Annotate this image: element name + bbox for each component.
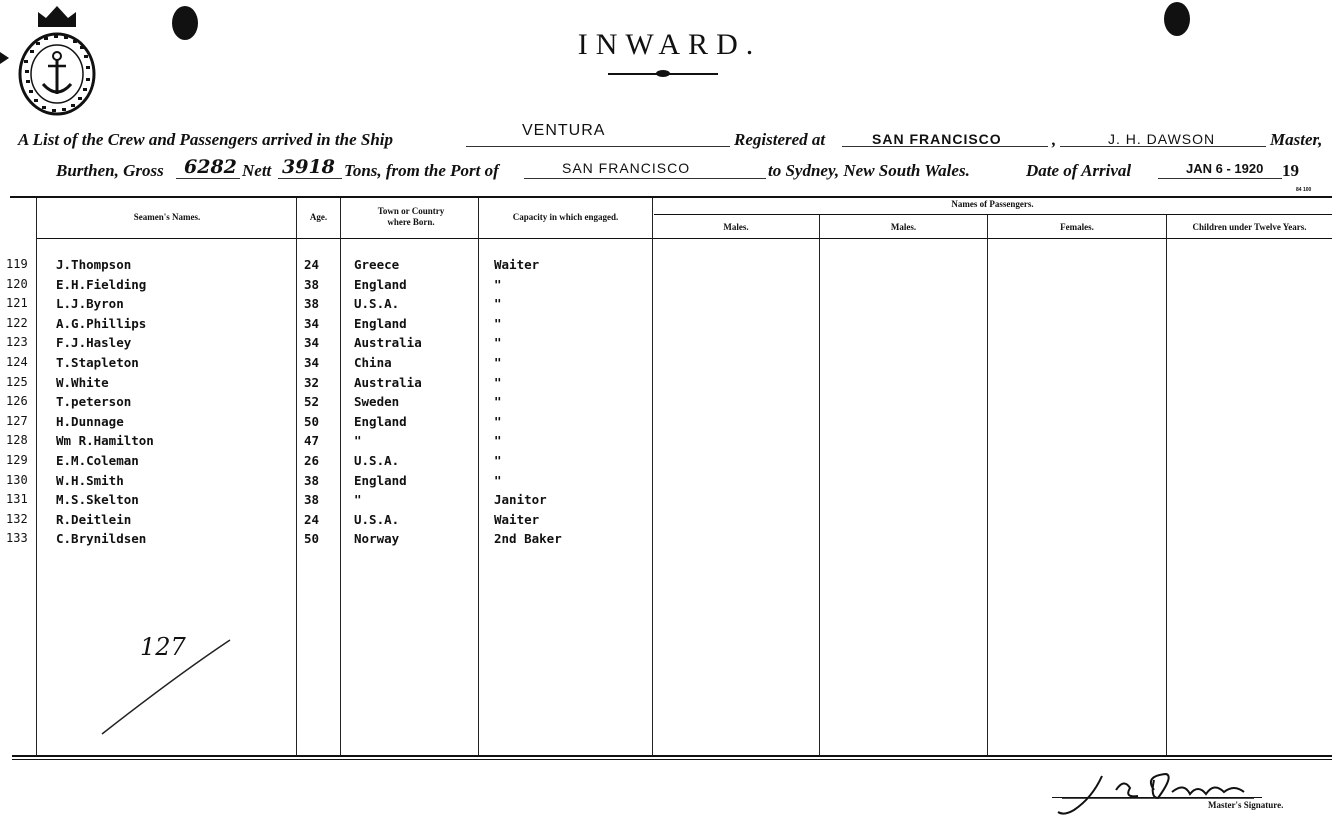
seaman-name: L.J.Byron [56, 296, 124, 311]
row-number: 126 [6, 394, 28, 408]
tons-from-label: Tons, from the Port of [344, 161, 499, 180]
year-suffix: 19 [1282, 161, 1299, 180]
row-number: 125 [6, 375, 28, 389]
nett-tonnage: 3918 [282, 156, 335, 178]
seaman-name: W.H.Smith [56, 473, 124, 488]
seaman-name: C.Brynildsen [56, 531, 147, 546]
seaman-name: E.H.Fielding [56, 277, 147, 292]
col-header-age: Age. [309, 212, 328, 222]
seaman-birthplace: U.S.A. [354, 296, 400, 311]
seaman-capacity: Waiter [494, 512, 540, 527]
date-label: Date of Arrival [1026, 161, 1132, 180]
seaman-name: F.J.Hasley [56, 335, 132, 350]
col-header-children: Children under Twelve Years. [1192, 222, 1307, 232]
seaman-name: A.G.Phillips [56, 316, 147, 331]
seaman-capacity: Waiter [494, 257, 540, 272]
col-divider-4 [478, 198, 479, 755]
seaman-capacity: " [494, 277, 502, 292]
seaman-name: R.Deitlein [56, 512, 132, 527]
table-header-rule [36, 238, 1332, 239]
gross-tonnage: 6282 [184, 156, 237, 178]
nett-underline [278, 178, 342, 179]
passenger-subheader-rule [654, 214, 1332, 215]
seaman-birthplace: Sweden [354, 394, 400, 409]
row-number: 120 [6, 277, 28, 291]
seaman-age: 26 [304, 453, 320, 468]
col-divider-3 [340, 198, 341, 755]
col-divider-6 [819, 215, 820, 755]
line1-comma: , [1052, 130, 1057, 149]
date-underline [1158, 178, 1282, 179]
seaman-birthplace: Australia [354, 335, 422, 350]
form-title: INWARD. [577, 28, 762, 61]
to-sydney-label: to Sydney, New South Wales. [768, 161, 970, 180]
seaman-age: 50 [304, 414, 320, 429]
seaman-capacity: " [494, 433, 502, 448]
seaman-capacity: " [494, 316, 502, 331]
table-bottom-rule [12, 755, 1332, 757]
table-bottom-rule-2 [12, 759, 1332, 760]
col-header-names: Seamen's Names. [133, 212, 201, 222]
seaman-birthplace: " [354, 433, 362, 448]
seaman-capacity: " [494, 394, 502, 409]
row-number: 122 [6, 316, 28, 330]
seaman-capacity: " [494, 335, 502, 350]
col-header-males-1: Males. [723, 222, 749, 232]
seaman-capacity: " [494, 473, 502, 488]
master-name: J. H. DAWSON [1108, 131, 1216, 147]
col-divider-7 [987, 215, 988, 755]
col-header-passengers: Names of Passengers. [951, 199, 1034, 209]
row-number: 128 [6, 433, 28, 447]
seaman-age: 38 [304, 473, 320, 488]
seaman-birthplace: England [354, 277, 407, 292]
seaman-age: 34 [304, 335, 320, 350]
row-number: 119 [6, 257, 28, 271]
master-label: Master, [1270, 130, 1323, 149]
master-signature-text [1180, 759, 1186, 760]
ship-underline [466, 146, 730, 147]
seaman-age: 52 [304, 394, 320, 409]
seaman-capacity: " [494, 414, 502, 429]
from-port-underline [524, 178, 766, 179]
seaman-capacity: 2nd Baker [494, 531, 562, 546]
col-header-males-2: Males. [890, 222, 917, 232]
row-number: 130 [6, 473, 28, 487]
col-header-females: Females. [1060, 222, 1094, 232]
seaman-name: H.Dunnage [56, 414, 124, 429]
seaman-name: T.Stapleton [56, 355, 139, 370]
row-number: 129 [6, 453, 28, 467]
row-number: 123 [6, 335, 28, 349]
registered-label: Registered at [734, 130, 826, 149]
form-code: 84 100 [1296, 187, 1312, 193]
handwritten-count: 127 [140, 633, 186, 661]
seaman-name: M.S.Skelton [56, 492, 139, 507]
seaman-age: 38 [304, 277, 320, 292]
pencil-stroke [96, 636, 236, 740]
seaman-age: 34 [304, 355, 320, 370]
col-divider-5 [652, 198, 653, 755]
seaman-age: 24 [304, 512, 320, 527]
seaman-capacity: " [494, 296, 502, 311]
seaman-age: 50 [304, 531, 320, 546]
ship-name: VENTURA [522, 122, 606, 139]
seaman-name: T.peterson [56, 394, 132, 409]
seaman-capacity: Janitor [494, 492, 547, 507]
seaman-birthplace: " [354, 492, 362, 507]
col-header-born: Town or Country where Born. [377, 206, 445, 227]
seaman-age: 38 [304, 492, 320, 507]
signature-label: Master's Signature. [1208, 800, 1284, 810]
seaman-name: Wm R.Hamilton [56, 433, 154, 448]
seaman-age: 38 [304, 296, 320, 311]
seaman-name: E.M.Coleman [56, 453, 139, 468]
seaman-birthplace: Greece [354, 257, 400, 272]
seaman-age: 24 [304, 257, 320, 272]
table-top-rule [10, 196, 1332, 198]
signature-rule [1052, 797, 1262, 798]
seaman-capacity: " [494, 375, 502, 390]
gross-underline [176, 178, 240, 179]
col-divider-2 [296, 198, 297, 755]
seaman-name: J.Thompson [56, 257, 132, 272]
seaman-birthplace: Australia [354, 375, 422, 390]
master-signature-scribble [1054, 768, 1304, 818]
col-header-capacity: Capacity in which engaged. [512, 212, 619, 222]
row-number: 124 [6, 355, 28, 369]
line1-prefix: A List of the Crew and Passengers arrived in the Ship [18, 130, 393, 149]
row-number: 132 [6, 512, 28, 526]
col-divider-8 [1166, 215, 1167, 755]
seaman-birthplace: Norway [354, 531, 400, 546]
seaman-birthplace: China [354, 355, 392, 370]
seaman-birthplace: England [354, 473, 407, 488]
seaman-birthplace: U.S.A. [354, 512, 400, 527]
col-divider-1 [36, 198, 37, 755]
seaman-name: W.White [56, 375, 109, 390]
arrival-date: JAN 6 - 1920 [1186, 161, 1264, 176]
row-number: 133 [6, 531, 28, 545]
seaman-birthplace: U.S.A. [354, 453, 400, 468]
seaman-age: 32 [304, 375, 320, 390]
seaman-capacity: " [494, 355, 502, 370]
from-port: SAN FRANCISCO [562, 160, 691, 176]
seaman-age: 34 [304, 316, 320, 331]
row-number: 131 [6, 492, 28, 506]
row-number: 127 [6, 414, 28, 428]
seaman-birthplace: England [354, 316, 407, 331]
nett-label: Nett [242, 161, 272, 180]
seaman-capacity: " [494, 453, 502, 468]
seaman-age: 47 [304, 433, 320, 448]
title-ornament [656, 70, 670, 77]
row-number: 121 [6, 296, 28, 310]
registered-port: SAN FRANCISCO [872, 131, 1002, 147]
burthen-label: Burthen, Gross [56, 161, 164, 180]
seaman-birthplace: England [354, 414, 407, 429]
